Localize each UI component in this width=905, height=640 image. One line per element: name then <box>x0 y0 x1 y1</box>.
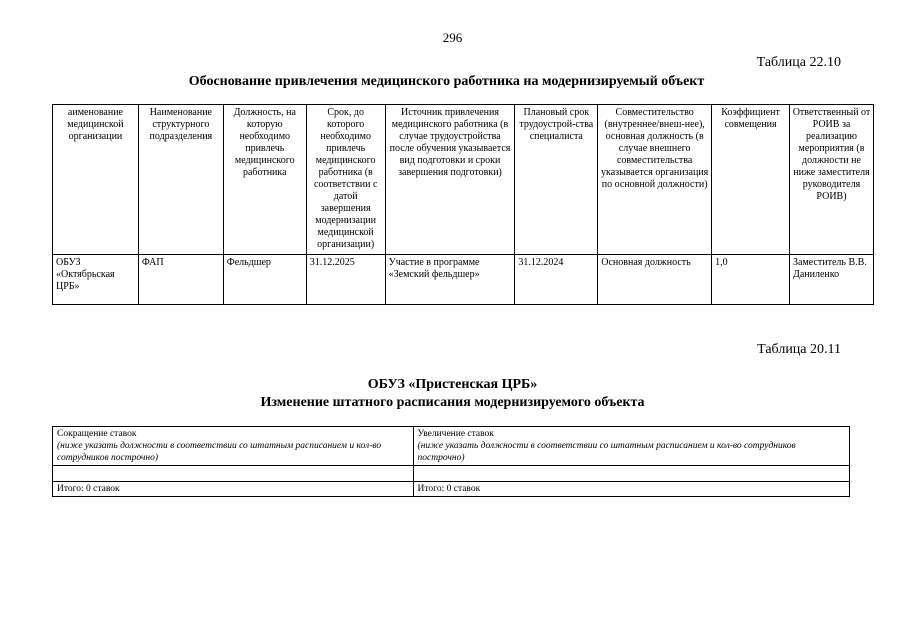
table-row <box>53 466 850 482</box>
reduction-note: (ниже указать должности в соответствии со штатным расписанием и кол-во сотрудников построчно) <box>57 441 382 463</box>
reduction-total: Итого: 0 ставок <box>53 482 414 497</box>
staffing-change-table <box>52 426 850 497</box>
table-cell: ФАП <box>138 255 223 305</box>
table-cell: 1,0 <box>712 255 790 305</box>
increase-total: Итого: 0 ставок <box>413 482 849 497</box>
table-cell: Заместитель В.В. Даниленко <box>790 255 874 305</box>
table-cell: Фельдшер <box>223 255 306 305</box>
table-cell: 31.12.2025 <box>306 255 385 305</box>
staff-attraction-table <box>52 104 874 305</box>
table-row <box>53 255 874 305</box>
table-cell: Участие в программе «Земский фельдшер» <box>385 255 515 305</box>
reduction-header-cell <box>53 427 414 466</box>
table-label: Таблица 20.11 <box>757 342 841 357</box>
increase-heading: Увеличение ставок <box>417 429 494 439</box>
increase-header-cell <box>413 427 849 466</box>
increase-note: (ниже указать должности в соответствии со штатным расписанием и кол-во сотрудников построчно) <box>417 441 796 463</box>
table-cell <box>413 466 849 482</box>
header-cell: Коэффициент совмещения <box>712 105 790 255</box>
table-cell <box>53 466 414 482</box>
table-header-row <box>53 427 850 466</box>
reduction-heading: Сокращение ставок <box>57 429 137 439</box>
header-cell: Срок, до которого необходимо привлечь медицинского работника (в соответствии с датой завершения модернизации медицинской организации) <box>306 105 385 255</box>
header-cell: Ответственный от РОИВ за реализацию мероприятия (в должности не ниже заместителя руководителя РОИВ) <box>790 105 874 255</box>
table-cell: Основная должность <box>598 255 712 305</box>
header-cell: аименование медицинской организации <box>53 105 139 255</box>
table-header-row <box>53 105 874 255</box>
page-number: 296 <box>442 30 463 45</box>
table-cell: 31.12.2024 <box>515 255 598 305</box>
header-cell: Совместительство (внутреннее/внеш-нее), основная должность (в случае внешнего совместительства указывается организация по основной должности) <box>598 105 712 255</box>
header-cell: Должность, на которую необходимо привлечь медицинского работника <box>223 105 306 255</box>
total-row <box>53 482 850 497</box>
table-cell: ОБУЗ «Октябрьская ЦРБ» <box>53 255 139 305</box>
header-cell: Плановый срок трудоустрой-ства специалиста <box>515 105 598 255</box>
table-title: Изменение штатного расписания модернизируемого объекта <box>260 395 645 410</box>
header-cell: Наименование структурного подразделения <box>138 105 223 255</box>
table-label: Таблица 22.10 <box>756 55 841 70</box>
table-title: Обоснование привлечения медицинского работника на модернизируемый объект <box>188 74 705 89</box>
organization-title: ОБУЗ «Пристенская ЦРБ» <box>367 377 538 392</box>
header-cell: Источник привлечения медицинского работника (в случае трудоустройства после обучения указывается вид подготовки и сроки завершения подготовки) <box>385 105 515 255</box>
